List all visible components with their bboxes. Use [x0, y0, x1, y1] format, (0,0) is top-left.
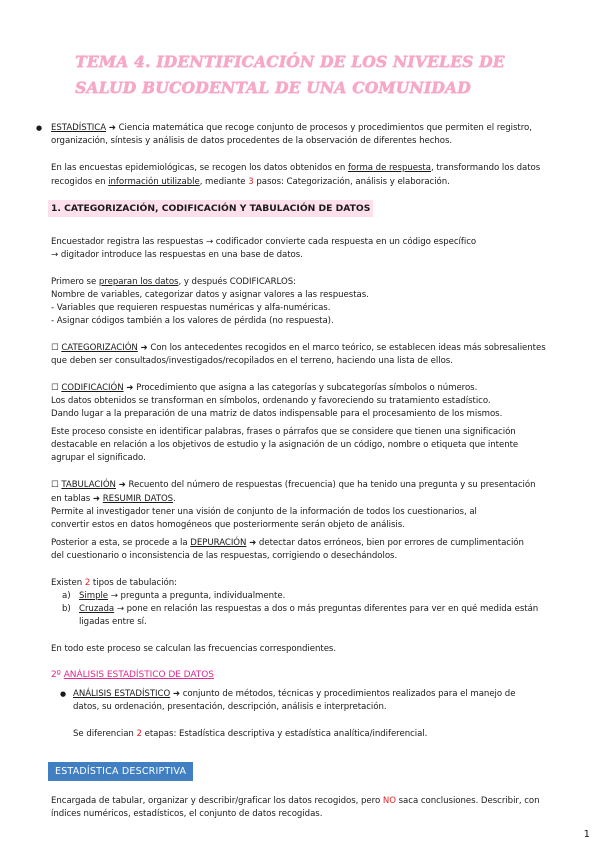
- checkbox-icon: ☐: [51, 480, 62, 490]
- tabulacion-line-2: [51, 494, 176, 505]
- simple-term: Simple: [79, 591, 109, 601]
- codificacion-line-5: destacable en relación a los objetivos de estudio y la asignación de un código, nombre o etiqueta que intente: [51, 440, 519, 450]
- primero-line-1: [51, 277, 296, 288]
- text: En las encuestas epidemiológicas, se recogen los datos obtenidos en: [51, 163, 348, 173]
- title-line-1: TEMA 4. IDENTIFICACIÓN DE LOS NIVELES DE: [75, 52, 505, 71]
- text: ➜ detectar datos erróneos, bien por errores de cumplimentación: [246, 538, 524, 548]
- frecuencias-text: En todo este proceso se calculan las frecuencias correspondientes.: [51, 644, 337, 654]
- text: Procedimiento que asigna a las categorías y subcategorías símbolos o números.: [136, 383, 478, 393]
- tabulacion-term: TABULACIÓN: [61, 480, 116, 490]
- cruzada-term: Cruzada: [79, 604, 115, 614]
- text: etapas: Estadística descriptiva y estadística analítica/indiferencial.: [141, 729, 428, 739]
- estadistica-line-2: organización, síntesis y análisis de datos procedentes de la observación de diferentes hechos.: [51, 136, 453, 146]
- tabulacion-line-1: [51, 480, 535, 491]
- text: saca conclusiones. Describir, con: [395, 796, 540, 806]
- tabulacion-line-4: convertir estos en datos homogéneos que posteriormente serán objeto de análisis.: [51, 520, 405, 530]
- text: Encargada de tabular, organizar y describir/graficar los datos recogidos, pero: [51, 796, 383, 806]
- arrow: ➜: [115, 480, 129, 490]
- tipos-item-b-label: b): [62, 604, 71, 614]
- tipos-item-b-line-2: ligadas entre sí.: [79, 617, 147, 627]
- arrow: ➜: [106, 123, 119, 133]
- text: pasos: Categorización, análisis y elaboración.: [253, 177, 450, 187]
- underlined-text: RESUMIR DATOS: [102, 494, 174, 504]
- section-number: 2º: [51, 670, 64, 680]
- descriptiva-line-1: [51, 796, 540, 807]
- tipos-line-1: [51, 578, 177, 589]
- page-number: 1: [583, 829, 590, 840]
- text: conjunto de métodos, técnicas y procedimientos realizados para el manejo de: [182, 689, 516, 699]
- tabulacion-line-5: [51, 538, 524, 549]
- descriptiva-heading: ESTADÍSTICA DESCRIPTIVA: [48, 762, 193, 781]
- analisis-term: ANÁLISIS ESTADÍSTICO: [73, 689, 171, 699]
- tabulacion-line-3: Permite al investigador tener una visión de conjunto de la información de todos los cuestionarios, al: [51, 507, 477, 517]
- encuestas-line-2: [51, 177, 450, 188]
- checkbox-icon: ☐: [51, 383, 62, 393]
- bullet-dot: ●: [36, 124, 43, 132]
- tipos-item-b: [79, 604, 538, 615]
- text: → pregunta a pregunta, individualmente.: [108, 591, 286, 601]
- analisis-line-1: [73, 689, 515, 700]
- underlined-text: DEPURACIÓN: [190, 538, 247, 548]
- text: Con los antecedentes recogidos en el marco teórico, se establecen ideas más sobresalientes: [150, 343, 546, 353]
- no-emphasis: NO: [382, 796, 396, 806]
- codificacion-line-2: Los datos obtenidos se transforman en símbolos, ordenando y favoreciendo su tratamiento estadístico.: [51, 396, 491, 406]
- primero-line-4: - Asignar códigos también a los valores de pérdida (no respuesta).: [51, 316, 334, 326]
- section-label: ANÁLISIS ESTADÍSTICO DE DATOS: [63, 670, 214, 680]
- arrow: ➜: [123, 383, 137, 393]
- encuestador-line-1: Encuestador registra las respuestas → codificador convierte cada respuesta en un código específico: [51, 237, 477, 247]
- codificacion-line-3: Dando lugar a la preparación de una matriz de datos indispensable para el procesamiento de los mismos.: [51, 409, 503, 419]
- text: Existen: [51, 578, 85, 588]
- estadistica-line-1: [51, 123, 532, 134]
- categorizacion-line-1: [51, 343, 546, 354]
- tabulacion-line-6: del cuestionario o inconsistencia de las respuestas, corrigiendo o desechándolos.: [51, 551, 398, 561]
- estadistica-term: ESTADÍSTICA: [51, 123, 107, 133]
- tipos-item-a-label: a): [62, 591, 71, 601]
- text: en tablas ➜: [51, 494, 103, 504]
- analisis-line-2: datos, su ordenación, presentación, descripción, análisis e interpretación.: [73, 702, 387, 712]
- underlined-text: información utilizable: [108, 177, 200, 187]
- text: Posterior a esta, se procede a la: [51, 538, 191, 548]
- underlined-text: preparan los datos: [98, 277, 179, 287]
- text: recogidos en: [51, 177, 109, 187]
- text: , mediante: [199, 177, 249, 187]
- section-heading-2: [51, 670, 214, 681]
- text: Se diferencian: [73, 729, 137, 739]
- categorizacion-term: CATEGORIZACIÓN: [61, 343, 138, 353]
- analisis-line-3: [73, 729, 427, 740]
- arrow: ➜: [137, 343, 151, 353]
- codificacion-line-6: agrupar el significado.: [51, 453, 146, 463]
- primero-line-2: Nombre de variables, categorizar datos y asignar valores a las respuestas.: [51, 290, 369, 300]
- text: tipos de tabulación:: [90, 578, 177, 588]
- tipos-item-a: [79, 591, 285, 602]
- descriptiva-line-2: índices numéricos, estadísticos, el conjunto de datos recogidas.: [51, 809, 323, 819]
- arrow: ➜: [170, 689, 183, 699]
- text: Primero se: [51, 277, 99, 287]
- stage-count: 2: [136, 729, 142, 739]
- text: , y después CODIFICARLOS:: [178, 277, 296, 287]
- encuestador-line-2: → digitador introduce las respuestas en una base de datos.: [51, 250, 303, 260]
- title-line-2: SALUD BUCODENTAL DE UNA COMUNIDAD: [75, 78, 471, 97]
- underlined-text: forma de respuesta: [347, 163, 431, 173]
- page-title: [75, 49, 535, 101]
- categorizacion-line-2: que deben ser consultados/investigados/recopilados en el terreno, haciendo una lista de ellos.: [51, 356, 453, 366]
- text: → pone en relación las respuestas a dos o más preguntas diferentes para ver en qué medida están: [114, 604, 539, 614]
- codificacion-term: CODIFICACIÓN: [61, 383, 124, 393]
- codificacion-line-4: Este proceso consiste en identificar palabras, frases o párrafos que se considere que tienen una significación: [51, 427, 516, 437]
- bullet-dot: ●: [60, 690, 67, 698]
- type-count: 2: [84, 578, 91, 588]
- encuestas-line-1: [51, 163, 540, 174]
- text: , transformando los datos: [430, 163, 541, 173]
- codificacion-line-1: [51, 383, 477, 394]
- text: .: [173, 494, 176, 504]
- section-heading-1: 1. CATEGORIZACIÓN, CODIFICACIÓN Y TABULACIÓN DE DATOS: [48, 200, 373, 217]
- estadistica-text: Ciencia matemática que recoge conjunto de procesos y procedimientos que permiten el registro,: [118, 123, 532, 133]
- step-count: 3: [248, 177, 254, 187]
- text: Recuento del número de respuestas (frecuencia) que ha tenido una pregunta y su presentación: [128, 480, 536, 490]
- primero-line-3: - Variables que requieren respuestas numéricas y alfa-numéricas.: [51, 303, 331, 313]
- checkbox-icon: ☐: [51, 343, 62, 353]
